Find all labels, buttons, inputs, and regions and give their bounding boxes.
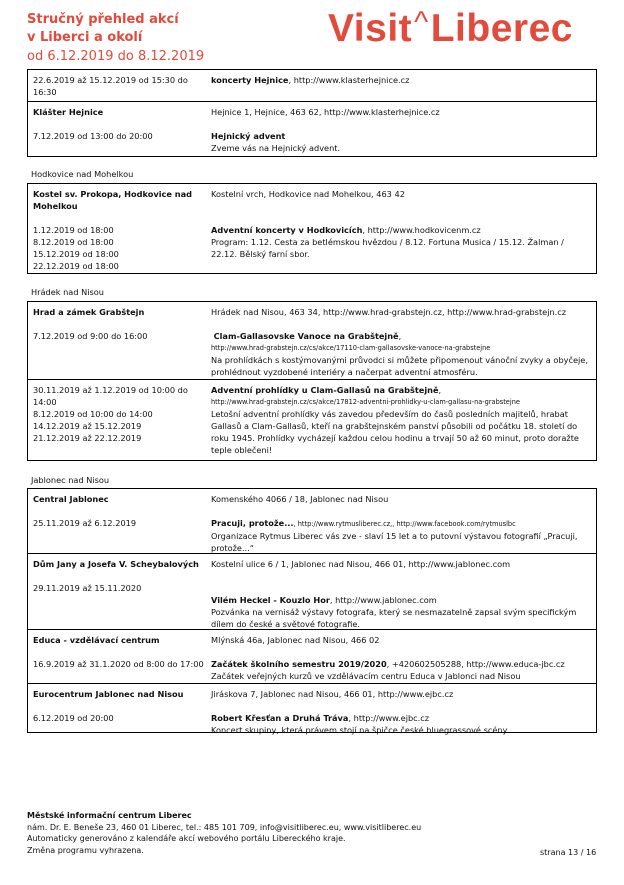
region-heading: Hodkovice nad Mohelkou bbox=[31, 169, 134, 179]
region-heading: Jablonec nad Nisou bbox=[31, 475, 110, 485]
event-link[interactable]: , http://www.hodkovicenm.cz bbox=[362, 225, 481, 235]
event-description: Koncert skupiny, která právem stojí na špičce české bluegrassové scény bbox=[211, 725, 508, 735]
table-row bbox=[28, 101, 596, 156]
page-footer bbox=[27, 810, 487, 856]
table-row bbox=[28, 184, 596, 273]
event-date: 14.12.2019 až 15.12.2019 bbox=[33, 421, 142, 431]
logo-text-visit: Visit bbox=[328, 7, 413, 50]
table-row bbox=[28, 489, 596, 553]
venue-name: Eurocentrum Jablonec nad Nisou bbox=[33, 689, 184, 699]
event-table bbox=[27, 488, 597, 733]
event-link[interactable]: , http://www.jablonec.com bbox=[329, 595, 437, 605]
event-dates: 29.11.2019 až 15.11.2020 bbox=[33, 583, 142, 593]
event-dates: 7.12.2019 od 13:00 do 20:00 bbox=[33, 131, 153, 141]
title-line-1: Stručný přehled akcí bbox=[27, 12, 179, 27]
event-title: Adventní prohlídky u Clam-Gallasů na Grabštejně bbox=[211, 385, 439, 395]
table-row bbox=[28, 70, 596, 101]
title-line-2: v Liberci a okolí bbox=[27, 29, 143, 45]
footer-note: Změna programu vyhrazena. bbox=[27, 845, 144, 855]
venue-name: Central Jablonec bbox=[33, 494, 109, 504]
event-date: 21.12.2019 až 22.12.2019 bbox=[33, 433, 142, 443]
event-title: Clam-Gallasovske Vanoce na Grabštejně bbox=[213, 331, 399, 341]
venue-name: Kostel sv. Prokopa, Hodkovice nad Mohelkou bbox=[33, 189, 192, 211]
event-info bbox=[211, 74, 591, 86]
event-description: Organizace Rytmus Liberec vás zve - slaví 15 let a to putovní výstavou fotografií „Pracuji, protože...“ bbox=[211, 531, 578, 553]
event-description: Letošní adventní prohlídky vás zavedou především do časů posledních majitelů, hrabat Gallasů a Clam-Gallasů, kteří na grabštejnském panství působili od počátku 18. století do roku 1945. Prohlídky vycházejí každou celou hodinu a trvají 50 až 60 minut, proto doražte teple oblečeni! bbox=[211, 409, 579, 455]
event-title: koncerty Hejnice bbox=[211, 75, 289, 85]
event-dates: 22.6.2019 až 15.12.2019 od 15:30 do 16:30 bbox=[33, 75, 188, 97]
table-row bbox=[28, 683, 596, 735]
event-table bbox=[27, 69, 597, 157]
event-title: Pracuji, protože... bbox=[211, 518, 294, 528]
logo-caret-icon: ^ bbox=[414, 6, 429, 39]
logo-text-liberec: Liberec bbox=[430, 7, 573, 50]
event-date: 15.12.2019 od 18:00 bbox=[33, 249, 119, 259]
event-description: Program: 1.12. Cesta za betlémskou hvězdou / 8.12. Fortuna Musica / 15.12. Žalman / 22.12. Bělský farní sbor. bbox=[211, 237, 564, 259]
event-date: 22.12.2019 od 18:00 bbox=[33, 261, 119, 271]
event-title: Začátek školního semestru 2019/2020 bbox=[211, 659, 387, 669]
event-url[interactable]: http://www.hrad-grabstejn.cz/cs/akce/17812-adventni-prohlidky-u-clam-gallasu-na-grabstejne bbox=[211, 398, 520, 406]
event-url[interactable]: http://www.hrad-grabstejn.cz/cs/akce/17110-clam-gallasovske-vanoce-na-grabstejne bbox=[211, 344, 491, 352]
footer-note: Automaticky generováno z kalendáře akcí webového portálu Libereckého kraje. bbox=[27, 834, 346, 843]
venue-name: Klášter Hejnice bbox=[33, 107, 104, 117]
event-title: Hejnický advent bbox=[211, 131, 286, 141]
event-dates: 16.9.2019 až 31.1.2020 od 8:00 do 17:00 bbox=[33, 659, 204, 669]
visit-liberec-logo bbox=[328, 7, 573, 54]
venue-address: Hrádek nad Nisou, 463 34, http://www.hrad-grabstejn.cz, http://www.hrad-grabstejn.cz bbox=[211, 307, 567, 317]
event-date: 1.12.2019 od 18:00 bbox=[33, 225, 114, 235]
venue-name: Hrad a zámek Grabštejn bbox=[33, 307, 145, 317]
event-link[interactable]: , http://www.klasterhejnice.cz bbox=[288, 75, 410, 85]
event-dates: 6.12.2019 od 20:00 bbox=[33, 713, 114, 723]
event-link[interactable]: , +420602505288, http://www.educa-jbc.cz bbox=[386, 659, 565, 669]
venue-address: Jiráskova 7, Jablonec nad Nisou, 466 01, http://www.ejbc.cz bbox=[211, 689, 454, 699]
table-row bbox=[28, 553, 596, 629]
event-date: 30.11.2019 až 1.12.2019 od 10:00 do 14:00 bbox=[33, 385, 188, 407]
event-title: Adventní koncerty v Hodkovicích bbox=[211, 225, 363, 235]
event-description: Začátek veřejných kurzů ve vzdělávacím centru Educa v Jablonci nad Nisou bbox=[211, 671, 521, 681]
event-date: 8.12.2019 od 10:00 do 14:00 bbox=[33, 409, 153, 419]
venue-name: Educa - vzdělávací centrum bbox=[33, 635, 160, 645]
table-row bbox=[28, 629, 596, 683]
event-date: 8.12.2019 od 18:00 bbox=[33, 237, 114, 247]
event-table bbox=[27, 183, 597, 274]
venue-name: Dům Jany a Josefa V. Scheybalových bbox=[33, 559, 199, 569]
date-range: od 6.12.2019 do 8.12.2019 bbox=[27, 49, 205, 64]
venue-address: Kostelní vrch, Hodkovice nad Mohelkou, 463 42 bbox=[211, 189, 405, 199]
event-table bbox=[27, 301, 597, 461]
event-title: Vilém Heckel - Kouzlo Hor bbox=[211, 595, 330, 605]
footer-address: nám. Dr. E. Beneše 23, 460 01 Liberec, tel.: 485 101 709, info@visitliberec.eu, www.visitliberec.eu bbox=[27, 822, 422, 832]
venue-address: Kostelní ulice 6 / 1, Jablonec nad Nisou, 466 01, http://www.jablonec.com bbox=[211, 559, 511, 569]
event-dates: 7.12.2019 od 9:00 do 16:00 bbox=[33, 331, 148, 341]
event-link[interactable]: , http://www.rytmusliberec.cz,, http://www.facebook.com/rytmuslbc bbox=[293, 520, 516, 528]
region-heading: Hrádek nad Nisou bbox=[31, 287, 104, 297]
event-description: Pozvánka na vernisáž výstavy fotografa, který se nesmazatelně zapsal svým specifickým dílem do české a světové fotografie. bbox=[211, 607, 577, 629]
page-title bbox=[27, 11, 179, 46]
table-row: 30.11.2019 až 1.12.2019 od 10:00 do 14:00 8.12.2019 od 10:00 do 14:00 14.12.2019 až 15.12.2019 21.12.2019 až 22.12.2019 Adventní prohlídky u Clam-Gallasů na Grabštejně, http://www.hrad-grabstejn.cz/cs/akce/17812-adventni-prohlidky-u-clam-gallasu-na-grabstejne Letošní adventní prohlídky vás zavedou především do časů posledních majitelů, hrabat Gallasů a Clam-Gallasů, kteří na grabštejnském panství působili od počátku 18. století do roku 1945. Prohlídky vycházejí každou celou hodinu a trvají 50 až 60 minut, proto doražte teple oblečeni! bbox=[28, 379, 596, 460]
event-dates: 25.11.2019 až 6.12.2019 bbox=[33, 518, 137, 528]
event-link[interactable]: , http://www.ejbc.cz bbox=[348, 713, 430, 723]
event-description: Na prohlídkách s kostýmovanými průvodci si můžete připomenout vánoční zvyky a obyčeje, prohlédnout vyzdobené interiéry a načerpat adventní atmosféru. bbox=[211, 355, 588, 377]
venue-address: Hejnice 1, Hejnice, 463 62, http://www.klasterhejnice.cz bbox=[211, 107, 440, 117]
event-description: Zveme vás na Hejnický advent. bbox=[211, 143, 341, 153]
footer-org: Městské informační centrum Liberec bbox=[27, 811, 192, 820]
table-row: Hrad a zámek Grabštejn 7.12.2019 od 9:00 do 16:00 Hrádek nad Nisou, 463 34, http://www.hrad-grabstejn.cz, http://www.hrad-grabstejn.cz Clam-Gallasovske Vanoce na Grabštejně, http://www.hrad-grabstejn.cz/cs/akce/17110-clam-gallasovske-vanoce-na-grabstejne Na prohlídkách s kostýmovanými průvodci si můžete připomenout vánoční zvyky a obyčeje, prohlédnout vyzdobené interiéry a načerpat adventní atmosféru. bbox=[28, 302, 596, 379]
venue-address: Mlýnská 46a, Jablonec nad Nisou, 466 02 bbox=[211, 635, 380, 645]
page-number: strana 13 / 16 bbox=[540, 848, 597, 857]
event-title: Robert Křesťan a Druhá Tráva bbox=[211, 713, 349, 723]
venue-address: Komenského 4066 / 18, Jablonec nad Nisou bbox=[211, 494, 389, 504]
